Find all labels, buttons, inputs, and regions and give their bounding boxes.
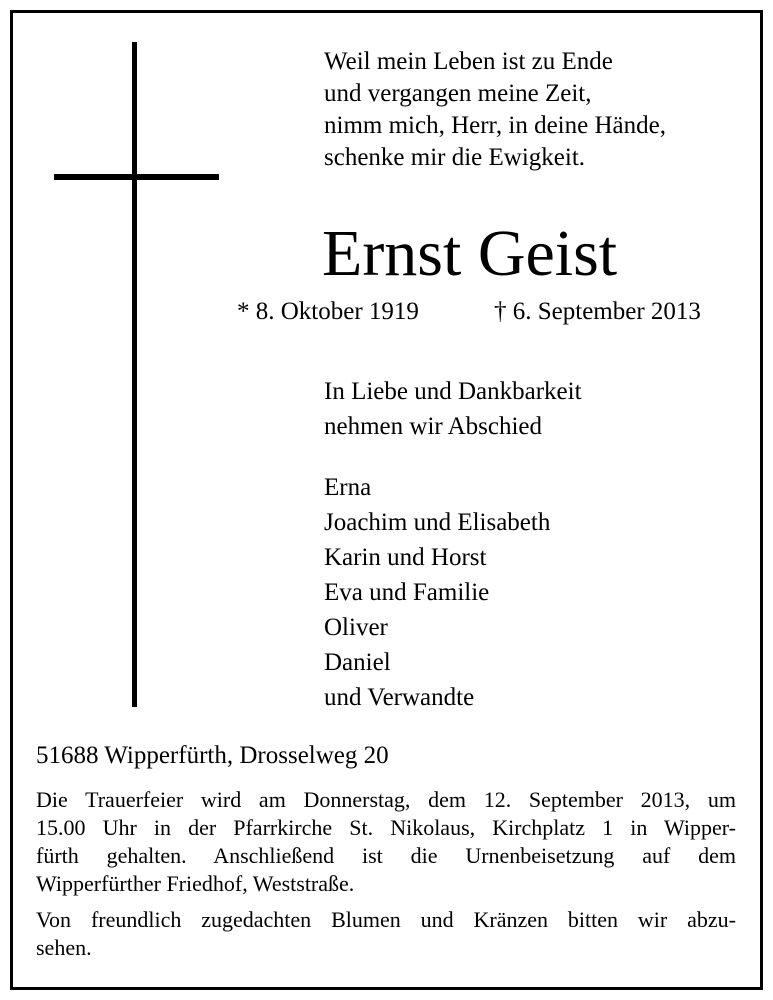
mourner-item: Karin und Horst bbox=[324, 544, 487, 571]
farewell-line: nehmen wir Abschied bbox=[324, 413, 543, 440]
flowers-line: Von freundlich zugedachten Blumen und Kränzen bitten wir abzu- bbox=[36, 907, 736, 932]
death-date: † 6. September 2013 bbox=[494, 298, 701, 325]
verse-line: schenke mir die Ewigkeit. bbox=[324, 144, 586, 171]
service-line: 15.00 Uhr in der Pfarrkirche St. Nikolaus, Kirchplatz 1 in Wipper- bbox=[36, 815, 736, 840]
farewell-block bbox=[324, 374, 582, 444]
flowers-line: sehen. bbox=[36, 935, 92, 960]
farewell-line: In Liebe und Dankbarkeit bbox=[324, 378, 582, 405]
deceased-name: Ernst Geist bbox=[322, 217, 618, 290]
cross-icon-horizontal-bar bbox=[54, 174, 219, 180]
family-address: 51688 Wipperfürth, Drosselweg 20 bbox=[36, 742, 389, 769]
verse-line: nimm mich, Herr, in deine Hände, bbox=[324, 112, 666, 139]
mourner-item: Eva und Familie bbox=[324, 579, 490, 606]
flowers-paragraph bbox=[36, 906, 736, 962]
service-line: Wipperfürther Friedhof, Weststraße. bbox=[36, 871, 355, 896]
cross-icon-vertical-bar bbox=[132, 42, 137, 707]
verse-line: Weil mein Leben ist zu Ende bbox=[324, 48, 613, 75]
mourner-item: Joachim und Elisabeth bbox=[324, 509, 551, 536]
mourner-item: Daniel bbox=[324, 649, 391, 676]
service-line: Die Trauerfeier wird am Donnerstag, dem 12. September 2013, um bbox=[36, 787, 736, 812]
mourner-item: und Verwandte bbox=[324, 684, 475, 711]
mourners-list bbox=[324, 470, 550, 715]
verse-line: und vergangen meine Zeit, bbox=[324, 80, 592, 107]
birth-date: * 8. Oktober 1919 bbox=[237, 298, 419, 325]
service-paragraph bbox=[36, 786, 736, 898]
mourner-item: Oliver bbox=[324, 614, 388, 641]
service-line: fürth gehalten. Anschließend ist die Urnenbeisetzung auf dem bbox=[36, 843, 736, 868]
mourner-item: Erna bbox=[324, 474, 372, 501]
verse-block bbox=[324, 46, 666, 174]
